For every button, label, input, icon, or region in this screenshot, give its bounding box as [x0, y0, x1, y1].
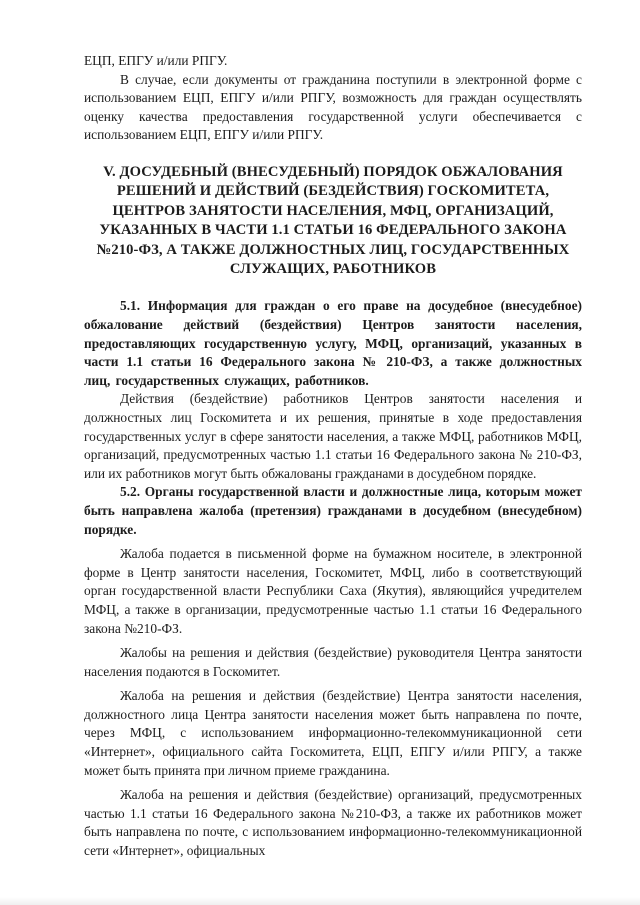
- complaint-form-paragraph: Жалоба подается в письменной форме на бумажном носителе, в электронной форме в Центр занятости населения, Госкомитет, МФЦ, либо в соответствующий орган государственной власти Республики Саха (Якутия), являющийся учредителем МФЦ, а также в организации, предусмотренные частью 1.1 статьи 16 Федерального закона №210-ФЗ.: [84, 546, 582, 636]
- clause-5-2: 5.2. Органы государственной власти и должностные лица, которым может быть направлена жалоба (претензия) гражданами в досудебном (внесудебном) порядке.: [84, 484, 582, 537]
- org-complaints-paragraph: Жалоба на решения и действия (бездействие) организаций, предусмотренных частью 1.1 статьи 16 Федерального закона №210-ФЗ, а также их работников может быть направлена по почте, с использованием информационно-телекоммуникационной сети «Интернет», официальных: [84, 787, 582, 859]
- actions-paragraph: Действия (бездействие) работников Центров занятости населения и должностных лиц Госкомитета и их решения, принятые в ходе предоставления государственных услуг в сфере занятости населения, а также МФЦ, работников МФЦ, организаций, предусмотренных частью 1.1 статьи 16 Федерального закона № 210-ФЗ, или их работников могут быть обжалованы гражданами в досудебном порядке.: [84, 391, 582, 481]
- center-complaints-paragraph: Жалоба на решения и действия (бездействие) Центра занятости населения, должностного лица Центра занятости населения может быть направлена по почте, через МФЦ, с использованием информационно-телекоммуникационной сети «Интернет», официального сайта Госкомитета, ЕЦП, ЕПГУ и/или РПГУ, а также может быть принята при личном приеме гражданина.: [84, 688, 582, 778]
- intro-tail-paragraph: ЕЦП, ЕПГУ и/или РПГУ.: [84, 53, 228, 68]
- intro-paragraph: В случае, если документы от гражданина поступили в электронной форме с использованием ЕЦП, ЕПГУ и/или РПГУ, возможность для граждан осуществлять оценку качества предоставления государственной услуги обеспечивается с использованием ЕЦП, ЕПГУ и/или РПГУ.: [84, 71, 582, 143]
- head-complaints-paragraph: Жалобы на решения и действия (бездействие) руководителя Центра занятости населения подаются в Госкомитет.: [84, 645, 582, 679]
- scan-bottom-edge: [0, 897, 640, 905]
- section-heading: V. ДОСУДЕБНЫЙ (ВНЕСУДЕБНЫЙ) ПОРЯДОК ОБЖАЛОВАНИЯ РЕШЕНИЙ И ДЕЙСТВИЙ (БЕЗДЕЙСТВИЯ) ГОСКОМИТЕТА, ЦЕНТРОВ ЗАНЯТОСТИ НАСЕЛЕНИЯ, МФЦ, ОРГАНИЗАЦИЙ, УКАЗАННЫХ В ЧАСТИ 1.1 СТАТЬИ 16 ФЕДЕРАЛЬНОГО ЗАКОНА №210-ФЗ, А ТАКЖЕ ДОЛЖНОСТНЫХ ЛИЦ, ГОСУДАРСТВЕННЫХ СЛУЖАЩИХ, РАБОТНИКОВ: [96, 163, 570, 277]
- clause-5-1: 5.1. Информация для граждан о его праве на досудебное (внесудебное) обжалование действий (бездействия) Центров занятости населения, предоставляющих государственную услугу, МФЦ, организаций, указанных в части 1.1 статьи 16 Федерального закона № 210-ФЗ, а также должностных лиц, государственных служащих, работников.: [84, 298, 582, 388]
